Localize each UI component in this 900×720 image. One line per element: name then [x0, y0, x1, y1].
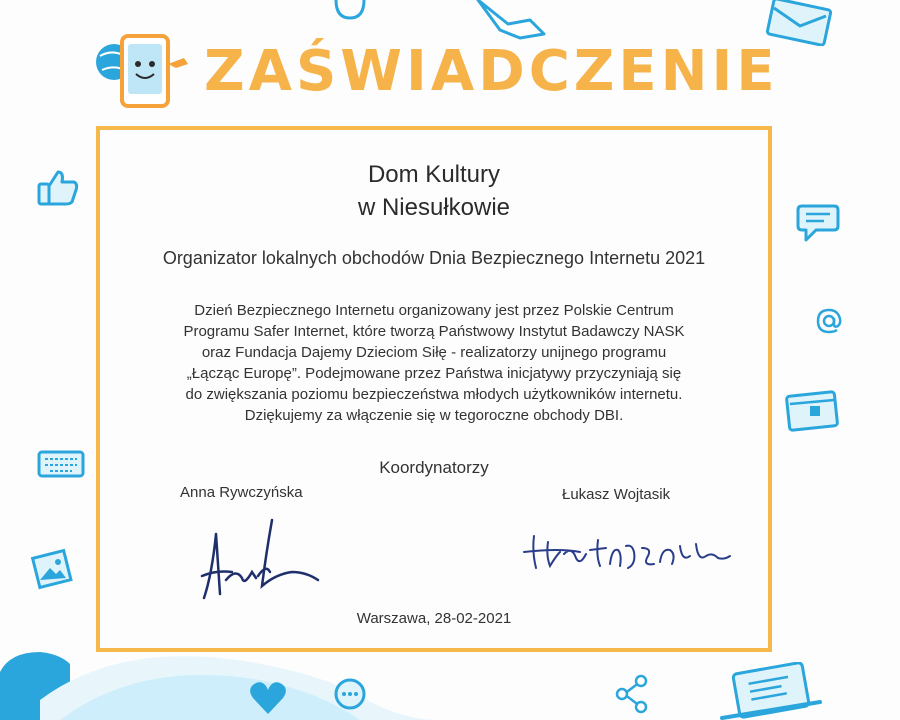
- coordinator-name-2: Łukasz Wojtasik: [562, 486, 671, 503]
- shovel-icon: [470, 0, 550, 40]
- laptop-icon: [716, 662, 826, 720]
- photo-icon: [28, 546, 76, 594]
- body-line: Dziękujemy za włączenie się w tegoroczne obchody DBI.: [244, 407, 624, 424]
- share-icon: [612, 672, 652, 716]
- keyboard-icon: [36, 448, 86, 482]
- chat-bubble-icon: [796, 202, 840, 244]
- organization-line-1: Dom Kultury: [367, 161, 501, 188]
- place-and-date: Warszawa, 28-02-2021: [356, 610, 512, 627]
- heart-icon: [248, 680, 288, 716]
- signature-anna: [196, 514, 326, 606]
- chat-bubble-icon: [330, 676, 370, 716]
- certificate-heading: ZAŚWIADCZENIE: [204, 39, 779, 104]
- body-line: oraz Fundacja Dajemy Dzieciom Siłę - realizatorzy unijnego programu: [201, 344, 667, 361]
- organization-name: [96, 158, 772, 224]
- thumbs-up-icon: [36, 168, 80, 208]
- tablet-mascot-icon: [92, 28, 192, 116]
- mouse-icon: [330, 0, 370, 22]
- signature-lukasz: [520, 526, 732, 578]
- at-sign-icon: [814, 306, 844, 336]
- coordinators-heading: Koordynatorzy: [379, 458, 489, 477]
- body-line: Dzień Bezpiecznego Internetu organizowany jest przez Polskie Centrum: [194, 302, 674, 319]
- coordinator-name-1: Anna Rywczyńska: [180, 484, 303, 501]
- body-line: do zwiększania poziomu bezpieczeństwa młodych użytkowników internetu.: [185, 386, 683, 403]
- organization-line-2: w Niesułkowie: [357, 194, 511, 221]
- body-line: Programu Safer Internet, które tworzą Państwowy Instytut Badawczy NASK: [183, 323, 685, 340]
- body-line: „Łącząc Europę”. Podejmowane przez Państwa inicjatywy przyczyniają się: [186, 365, 682, 382]
- organizer-role: Organizator lokalnych obchodów Dnia Bezpiecznego Internetu 2021: [162, 248, 706, 268]
- certificate-body: [96, 300, 772, 426]
- browser-window-icon: [784, 390, 840, 434]
